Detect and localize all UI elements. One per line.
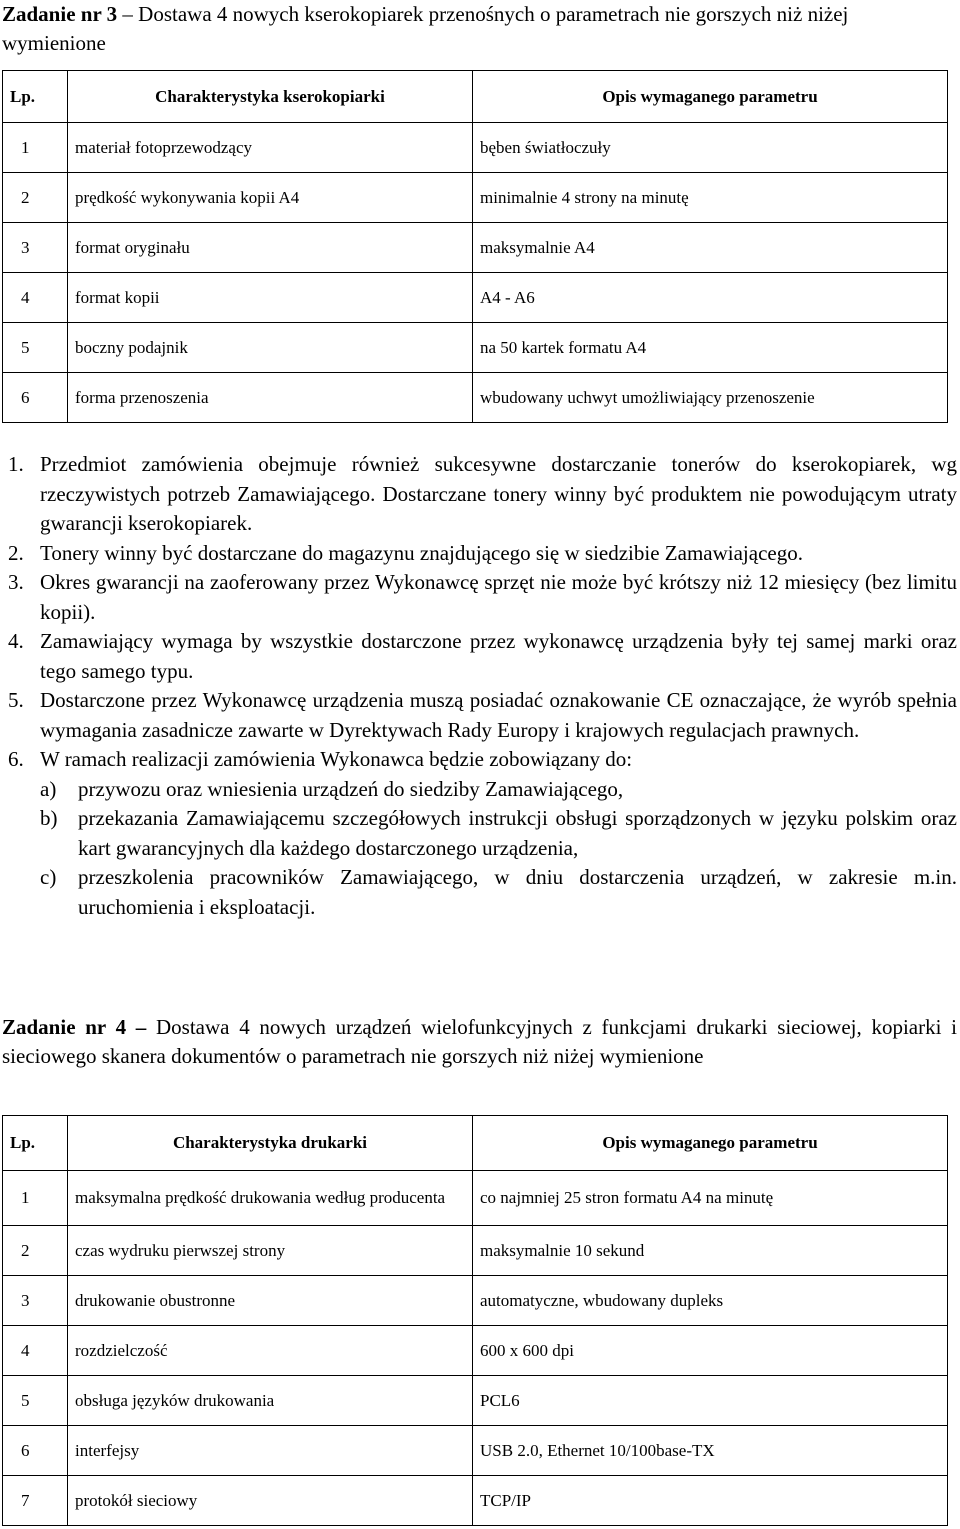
subitem-letter: c): [40, 865, 57, 889]
note-text: W ramach realizacji zamówienia Wykonawca będzie zobowiązany do:: [40, 747, 633, 771]
header-requirement: Opis wymaganego parametru: [473, 1116, 948, 1171]
note-number: 6.: [8, 747, 24, 771]
note-item: [8, 450, 957, 539]
table-row: [3, 123, 948, 173]
header-lp: Lp.: [3, 71, 68, 123]
row-characteristic: forma przenoszenia: [68, 373, 473, 423]
row-requirement: PCL6: [473, 1376, 948, 1426]
zadanie4-table-body: [3, 1171, 948, 1526]
note-text: Przedmiot zamówienia obejmuje również sukcesywne dostarczanie tonerów do kserokopiarek, wg rzeczywistych potrzeb Zamawiającego. Dostarczane tonery winny być produktem nie powodującym utraty gwarancji kserokopiarek.: [40, 452, 957, 535]
zadanie4-table: [2, 1115, 948, 1526]
table-row: [3, 173, 948, 223]
row-requirement: maksymalnie 10 sekund: [473, 1226, 948, 1276]
row-number: 1: [3, 123, 68, 173]
zadanie4-heading-title: Zadanie nr 4: [2, 1015, 127, 1039]
row-characteristic: maksymalna prędkość drukowania według producenta: [68, 1171, 473, 1226]
note-text: Tonery winny być dostarczane do magazynu znajdującego się w siedzibie Zamawiającego.: [40, 540, 803, 565]
zadanie3-heading: [2, 0, 957, 58]
row-characteristic: format oryginału: [68, 223, 473, 273]
subitem-letter: b): [40, 806, 58, 830]
row-characteristic: czas wydruku pierwszej strony: [68, 1226, 473, 1276]
header-lp: Lp.: [3, 1116, 68, 1171]
row-characteristic: boczny podajnik: [68, 323, 473, 373]
subitem: [8, 775, 957, 805]
subitem: [8, 804, 957, 863]
table-row: [3, 373, 948, 423]
row-requirement: 600 x 600 dpi: [473, 1326, 948, 1376]
subitem-letter: a): [40, 776, 57, 801]
row-requirement: A4 - A6: [473, 273, 948, 323]
note-text: Okres gwarancji na zaoferowany przez Wykonawcę sprzęt nie może być krótszy niż 12 miesięcy (bez limitu kopii).: [40, 570, 957, 624]
row-number: 4: [3, 1326, 68, 1376]
table-row: [3, 273, 948, 323]
row-number: 2: [3, 173, 68, 223]
zadanie3-table: [2, 70, 948, 423]
note-item: [8, 745, 957, 775]
note-number: 5.: [8, 688, 24, 712]
row-characteristic: protokół sieciowy: [68, 1476, 473, 1526]
row-number: 6: [3, 373, 68, 423]
row-requirement: TCP/IP: [473, 1476, 948, 1526]
row-number: 3: [3, 1276, 68, 1326]
header-characteristic: Charakterystyka drukarki: [68, 1116, 473, 1171]
table-row: [3, 1476, 948, 1526]
zadanie3-heading-bold: Zadanie nr 3: [2, 2, 118, 26]
row-characteristic: prędkość wykonywania kopii A4: [68, 173, 473, 223]
subitem-text: przywozu oraz wniesienia urządzeń do siedziby Zamawiającego,: [78, 776, 624, 801]
note-number: 3.: [8, 570, 24, 594]
note-item: [8, 686, 957, 745]
row-requirement: bęben światłoczuły: [473, 123, 948, 173]
row-requirement: wbudowany uchwyt umożliwiający przenoszenie: [473, 373, 948, 423]
zadanie3-notes: [8, 450, 957, 922]
zadanie3-table-body: [3, 123, 948, 423]
zadanie4-heading-bold: [2, 1015, 146, 1039]
row-characteristic: interfejsy: [68, 1426, 473, 1476]
table-row: [3, 1426, 948, 1476]
header-characteristic: Charakterystyka kserokopiarki: [68, 71, 473, 123]
row-requirement: automatyczne, wbudowany dupleks: [473, 1276, 948, 1326]
note-item: [8, 568, 957, 627]
row-number: 5: [3, 1376, 68, 1426]
note-item: [8, 627, 957, 686]
row-requirement: maksymalnie A4: [473, 223, 948, 273]
subitem: [8, 863, 957, 922]
zadanie4-heading: [2, 1013, 957, 1071]
note-text: Dostarczone przez Wykonawcę urządzenia muszą posiadać oznakowanie CE oznaczające, że wyrób spełnia wymagania zasadnicze zawarte w Dyrektywach Rady Europy i krajowych regulacjach prawnych.: [40, 688, 957, 742]
table-row: [3, 223, 948, 273]
zadanie4-heading-text: Dostawa 4 nowych urządzeń wielofunkcyjnych z funkcjami drukarki sieciowej, kopiarki i sieciowego skanera dokumentów o parametrach nie gorszych niż niżej wymienione: [2, 1015, 957, 1068]
row-requirement: co najmniej 25 stron formatu A4 na minutę: [473, 1171, 948, 1226]
table-row: [3, 1326, 948, 1376]
table-row: [3, 1276, 948, 1326]
table-row: [3, 1226, 948, 1276]
table-header-row: [3, 1116, 948, 1171]
note-item: [8, 539, 957, 569]
table-row: [3, 323, 948, 373]
row-requirement: na 50 kartek formatu A4: [473, 323, 948, 373]
row-number: 7: [3, 1476, 68, 1526]
zadanie3-heading-text: – Dostawa 4 nowych kserokopiarek przenośnych o parametrach nie gorszych niż niżej wymienione: [2, 2, 849, 55]
row-number: 5: [3, 323, 68, 373]
row-characteristic: materiał fotoprzewodzący: [68, 123, 473, 173]
note-number: 4.: [8, 629, 24, 653]
note-number: 1.: [8, 452, 24, 476]
row-requirement: USB 2.0, Ethernet 10/100base-TX: [473, 1426, 948, 1476]
row-characteristic: rozdzielczość: [68, 1326, 473, 1376]
row-number: 1: [3, 1171, 68, 1226]
row-number: 4: [3, 273, 68, 323]
notes-list: [8, 450, 957, 775]
row-characteristic: drukowanie obustronne: [68, 1276, 473, 1326]
row-characteristic: obsługa języków drukowania: [68, 1376, 473, 1426]
row-number: 6: [3, 1426, 68, 1476]
row-number: 2: [3, 1226, 68, 1276]
row-requirement: minimalnie 4 strony na minutę: [473, 173, 948, 223]
subitem-text: przekazania Zamawiającemu szczegółowych instrukcji obsługi sporządzonych w języku polskim oraz kart gwarancyjnych dla każdego dostarczonego urządzenia,: [78, 806, 957, 860]
subitems-list: [8, 775, 957, 923]
subitem-text: przeszkolenia pracowników Zamawiającego, w dniu dostarczenia urządzeń, w zakresie m.in. uruchomienia i eksploatacji.: [78, 865, 957, 919]
table-header-row: [3, 71, 948, 123]
note-text: Zamawiający wymaga by wszystkie dostarczone przez wykonawcę urządzenia były tej samej marki oraz tego samego typu.: [40, 629, 957, 683]
row-number: 3: [3, 223, 68, 273]
table-row: [3, 1376, 948, 1426]
note-number: 2.: [8, 540, 24, 565]
row-characteristic: format kopii: [68, 273, 473, 323]
zadanie4-heading-dash: –: [135, 1015, 147, 1039]
header-requirement: Opis wymaganego parametru: [473, 71, 948, 123]
table-row: [3, 1171, 948, 1226]
